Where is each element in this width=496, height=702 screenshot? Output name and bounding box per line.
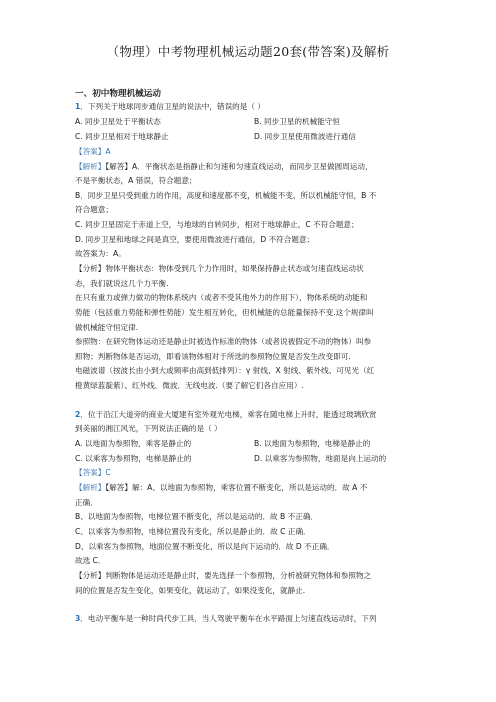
q2-explanation-line: B、以地面为参照物，电梯位置不断变化，所以是运动的．故 B 不正确． xyxy=(75,512,319,521)
q1-explanation-line: 【解析】【解答】A．平衡状态是指静止和匀速和匀速直线运动，而同步卫星做圆周运动， xyxy=(75,162,373,171)
q1-explanation-line: 符合题意； xyxy=(75,205,113,214)
section-heading: 一、初中物理机械运动 xyxy=(75,89,161,99)
question-2-number: 2． xyxy=(75,410,88,419)
q2-option-b: B. 以地面为参照物，电梯是静止的 xyxy=(254,439,371,448)
q2-option-a: A. 以地面为参照物，乘客是静止的 xyxy=(75,439,192,448)
q2-explanation-line: 故选 C． xyxy=(75,556,106,565)
q2-answer: 【答案】C xyxy=(75,468,111,477)
question-3-text: 电动平衡车是一种时尚代步工具．当人驾驶平衡车在水平路面上匀速直线运动时，下列 xyxy=(87,614,377,623)
question-2 xyxy=(75,409,427,420)
q2-explanation-line: D、以乘客为参照物，地面位置不断变化，所以是向下运动的．故 D 不正确． xyxy=(75,542,335,551)
question-1-number: 1． xyxy=(75,102,88,111)
q1-option-a: A. 同步卫星处于平衡状态 xyxy=(75,117,161,126)
q1-analysis-line: 电磁波谱（按波长由小到大或频率由高到低排列）：γ 射线、X 射线、紫外线、可见光（红 xyxy=(75,366,375,375)
q1-explanation-line: B．同步卫星只受到重力的作用，高度和速度都不变，机械能不变，所以机械能守恒，B 不 xyxy=(75,191,377,200)
q1-option-c: C. 同步卫星相对于地球静止 xyxy=(75,132,169,141)
question-1 xyxy=(75,101,427,112)
q1-explanation-line: D. 同步卫星和地球之间是真空，要使用微波进行通信，D 不符合题意； xyxy=(75,235,315,244)
q2-analysis-line: 间的位置是否发生变化，如果变化，就运动了，如果没变化，就静止. xyxy=(75,586,306,595)
q1-explanation-line: C. 同步卫星固定于赤道上空，与地球的自转同步，相对于地球静止，C 不符合题意； xyxy=(75,220,359,229)
q2-explanation-line: C、以乘客为参照物，电梯位置没有变化，所以是静止的．故 C 正确． xyxy=(75,527,311,536)
q2-explanation-line: 【解析】【解答】解：A、以地面为参照物，乘客位置不断变化，所以是运动的．故 A 不 xyxy=(75,483,368,492)
q1-analysis-line: 参照物：在研究物体运动还是静止时被选作标准的物体（或者说被假定不动的物体）叫参 xyxy=(75,337,372,346)
question-3-number: 3． xyxy=(75,614,88,623)
q1-analysis-line: 做机械能守恒定律. xyxy=(75,323,139,332)
question-2-text: 位于沿江大道旁的商业大厦建有室外观光电梯，乘客在随电梯上升时，能透过玻璃欣赏 xyxy=(87,410,377,419)
q2-option-d: D. 以乘客为参照物，地面是向上运动的 xyxy=(254,454,387,463)
question-2-text-cont: 到美丽的湘江风光，下列说法正确的是（ ） xyxy=(75,424,222,433)
q1-explanation-line: 故答案为：A。 xyxy=(75,249,126,258)
q1-analysis-line: 态，我们就说这几个力平衡. xyxy=(75,279,169,288)
q1-analysis-line: 橙黄绿蓝靛紫）、红外线．微波．无线电波.（要了解它们各自应用）. xyxy=(75,381,304,390)
q1-answer: 【答案】A xyxy=(75,147,111,156)
q1-option-d: D. 同步卫星使用微波进行通信 xyxy=(254,132,356,141)
q1-analysis-line: 照物；判断物体是否运动，即看该物体相对于所选的参照物位置是否发生改变即可. xyxy=(75,352,351,361)
q2-explanation-line: 正确． xyxy=(75,498,98,507)
q1-option-b: B. 同步卫星的机械能守恒 xyxy=(254,117,340,126)
q2-jiexi-tag: 【解析】 xyxy=(75,483,106,492)
q2-analysis-line: 【分析】判断物体是运动还是静止时，要先选择一个参照物，分析被研究物体和参照物之 xyxy=(75,571,372,580)
q1-jiexi-tag: 【解析】 xyxy=(75,162,106,171)
question-1-text: 下列关于地球同步通信卫星的说法中，错误的是（ ） xyxy=(87,102,265,111)
q2-option-c: C. 以乘客为参照物，电梯是静止的 xyxy=(75,454,192,463)
q1-explanation-line: 不是平衡状态，A 错误，符合题意； xyxy=(75,176,197,185)
page-title: （物理）中考物理机械运动题20套(带答案)及解析 xyxy=(106,44,390,59)
q1-analysis-line: 在只有重力或弹力做功的物体系统内（或者不受其他外力的作用下），物体系统的动能和 xyxy=(75,293,368,302)
q1-analysis-line: 【分析】物体平衡状态：物体受到几个力作用时，如果保持静止状态或匀速直线运动状 xyxy=(75,264,364,273)
question-3 xyxy=(75,613,427,624)
q1-analysis-line: 势能（包括重力势能和弹性势能）发生相互转化，但机械能的总能量保持不变.这个规律叫 xyxy=(75,308,374,317)
